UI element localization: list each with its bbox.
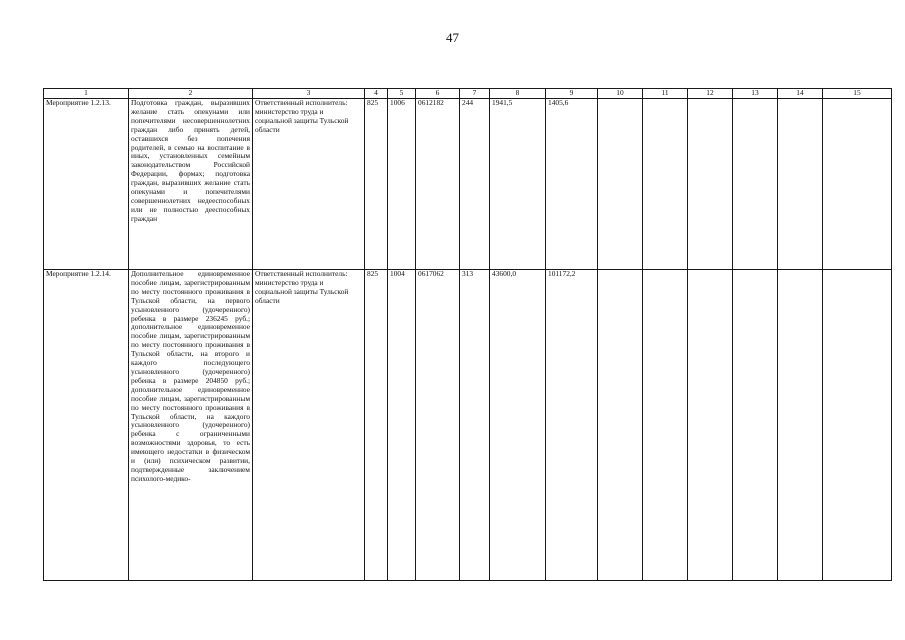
- column-number-header-row: [44, 89, 892, 99]
- amount-cell-13: [733, 99, 778, 270]
- code-cell-6: 0617062: [416, 270, 460, 581]
- column-header-12: 12: [688, 89, 733, 99]
- column-header-13: 13: [733, 89, 778, 99]
- amount-cell-15: [823, 270, 892, 581]
- amount-cell-11: [643, 99, 688, 270]
- code-cell-7: 313: [460, 270, 490, 581]
- column-header-9: 9: [546, 89, 598, 99]
- column-header-3: 3: [253, 89, 365, 99]
- amount-cell-10: [598, 270, 643, 581]
- column-header-1: 1: [44, 89, 129, 99]
- table-row: [44, 270, 892, 581]
- event-description-cell: Дополнительное единовременное пособие лицам, зарегистрированным по месту постоянного проживания в Тульской области, на первого усыновленного (удочеренного) ребенка в размере 236245 руб.; дополнительное единовременное пособие лицам, зарегистрированным по месту постоянного проживания в Тульской области, на второго и каждого последующего усыновленного (удочеренного) ребенка в размере 204850 руб.; дополнительное единовременное пособие лицам, зарегистрированным по месту постоянного проживания в Тульской области, на каждого усыновленного (удочеренного) ребенка с ограниченными возможностями здоровья, то есть имеющего недостатки в физическом и (или) психическом развитии, подтвержденные заключением психолого-медико-: [129, 270, 253, 581]
- amount-cell-8: 1941,5: [490, 99, 546, 270]
- amount-cell-10: [598, 99, 643, 270]
- column-header-11: 11: [643, 89, 688, 99]
- code-cell-5: 1004: [388, 270, 416, 581]
- amount-cell-12: [688, 99, 733, 270]
- column-header-14: 14: [778, 89, 823, 99]
- executor-cell: Ответственный исполнитель: министерство труда и социальной защиты Тульской области: [253, 270, 365, 581]
- program-events-table: [43, 88, 892, 581]
- code-cell-4: 825: [365, 270, 388, 581]
- amount-cell-9: 101172,2: [546, 270, 598, 581]
- event-name-cell: Мероприятие 1.2.13.: [44, 99, 129, 270]
- column-header-10: 10: [598, 89, 643, 99]
- page-number: 47: [446, 30, 459, 45]
- amount-cell-15: [823, 99, 892, 270]
- amount-cell-8: 43600,0: [490, 270, 546, 581]
- event-name-cell: Мероприятие 1.2.14.: [44, 270, 129, 581]
- amount-cell-13: [733, 270, 778, 581]
- column-header-6: 6: [416, 89, 460, 99]
- code-cell-5: 1006: [388, 99, 416, 270]
- column-header-15: 15: [823, 89, 892, 99]
- amount-cell-12: [688, 270, 733, 581]
- column-header-2: 2: [129, 89, 253, 99]
- amount-cell-14: [778, 270, 823, 581]
- table-row: [44, 99, 892, 270]
- amount-cell-9: 1405,6: [546, 99, 598, 270]
- column-header-8: 8: [490, 89, 546, 99]
- code-cell-6: 0612182: [416, 99, 460, 270]
- column-header-5: 5: [388, 89, 416, 99]
- column-header-4: 4: [365, 89, 388, 99]
- code-cell-7: 244: [460, 99, 490, 270]
- amount-cell-14: [778, 99, 823, 270]
- column-header-7: 7: [460, 89, 490, 99]
- amount-cell-11: [643, 270, 688, 581]
- code-cell-4: 825: [365, 99, 388, 270]
- executor-cell: Ответственный исполнитель: министерство труда и социальной защиты Тульской области: [253, 99, 365, 270]
- event-description-cell: Подготовка граждан, выразивших желание стать опекунами или попечителями несовершеннолетних граждан либо принять детей, оставшихся без попечения родителей, в семью на воспитание в иных, установленных семейным законодательством Российской Федерации, формах; подготовка граждан, выразивших желание стать опекунами и попечителями совершеннолетних недееспособных или не полностью дееспособных граждан: [129, 99, 253, 270]
